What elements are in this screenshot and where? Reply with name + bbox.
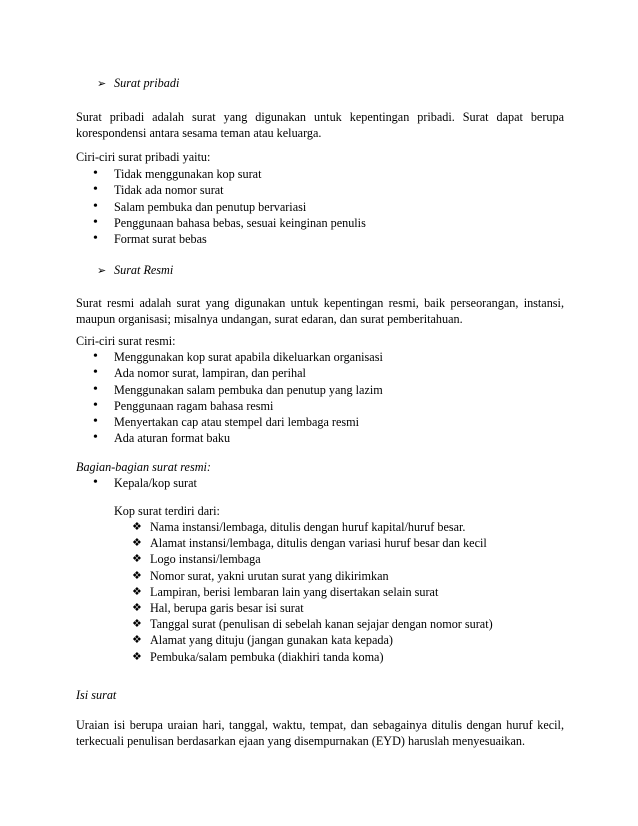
list-item: • Menggunakan kop surat apabila dikeluarkan organisasi — [76, 349, 564, 365]
section-heading-bagian-surat-resmi: Bagian-bagian surat resmi: — [76, 460, 211, 474]
list-item: • Ada aturan format baku — [76, 430, 564, 446]
section-heading-isi-surat: Isi surat — [76, 688, 117, 702]
list-item: • Format surat bebas — [76, 231, 564, 247]
list-item: • Tidak ada nomor surat — [76, 182, 564, 198]
list-item: • Penggunaan ragam bahasa resmi — [76, 398, 564, 414]
list-item: ❖ Alamat instansi/lembaga, ditulis dengan variasi huruf besar dan kecil — [76, 535, 564, 551]
list-item: ❖ Alamat yang dituju (jangan gunakan kata kepada) — [76, 632, 564, 648]
list-item: ❖ Lampiran, berisi lembaran lain yang disertakan selain surat — [76, 584, 564, 600]
list-title-ciri-pribadi: Ciri-ciri surat pribadi yaitu: — [76, 150, 211, 164]
paragraph-isi-surat: Uraian isi berupa uraian hari, tanggal, waktu, tempat, dan sebagainya ditulis dengan huruf kecil, terkecuali penulisan berdasarkan ejaan yang disempurnakan (EYD) haruslah menyesuaikan. — [76, 718, 564, 748]
diamond-list-kop-surat — [76, 519, 564, 665]
list-item: ❖ Nomor surat, yakni urutan surat yang dikirimkan — [76, 568, 564, 584]
list-item: ❖ Tanggal surat (penulisan di sebelah kanan sejajar dengan nomor surat) — [76, 616, 564, 632]
arrow-bullet-icon: ➢ — [97, 78, 107, 90]
list-item: ❖ Hal, berupa garis besar isi surat — [76, 600, 564, 616]
list-item: • Salam pembuka dan penutup bervariasi — [76, 199, 564, 215]
bullet-list-ciri-pribadi — [76, 166, 564, 247]
section-heading-surat-resmi: ➢ Surat Resmi — [97, 263, 174, 277]
list-item: • Penggunaan bahasa bebas, sesuai keinginan penulis — [76, 215, 564, 231]
sub-title-kop-surat: Kop surat terdiri dari: — [114, 504, 220, 518]
list-item: ❖ Pembuka/salam pembuka (diakhiri tanda koma) — [76, 649, 564, 665]
list-title-ciri-resmi: Ciri-ciri surat resmi: — [76, 334, 176, 348]
bullet-list-ciri-resmi — [76, 349, 564, 447]
paragraph-surat-pribadi: Surat pribadi adalah surat yang digunakan untuk kepentingan pribadi. Surat dapat berupa korespondensi antara sesama teman atau keluarga. — [76, 110, 564, 140]
list-item: • Menyertakan cap atau stempel dari lembaga resmi — [76, 414, 564, 430]
bullet-list-bagian — [76, 475, 564, 491]
list-item: ❖ Nama instansi/lembaga, ditulis dengan huruf kapital/huruf besar. — [76, 519, 564, 535]
paragraph-surat-resmi: Surat resmi adalah surat yang digunakan untuk kepentingan resmi, baik perseorangan, instansi, maupun organisasi; misalnya undangan, surat edaran, dan surat pemberitahuan. — [76, 296, 564, 326]
list-item: • Tidak menggunakan kop surat — [76, 166, 564, 182]
list-item: • Kepala/kop surat — [76, 475, 564, 491]
list-item: • Ada nomor surat, lampiran, dan perihal — [76, 365, 564, 381]
list-item: ❖ Logo instansi/lembaga — [76, 551, 564, 567]
list-item: • Menggunakan salam pembuka dan penutup yang lazim — [76, 382, 564, 398]
arrow-bullet-icon: ➢ — [97, 265, 107, 277]
section-heading-surat-pribadi: ➢ Surat pribadi — [97, 76, 180, 90]
